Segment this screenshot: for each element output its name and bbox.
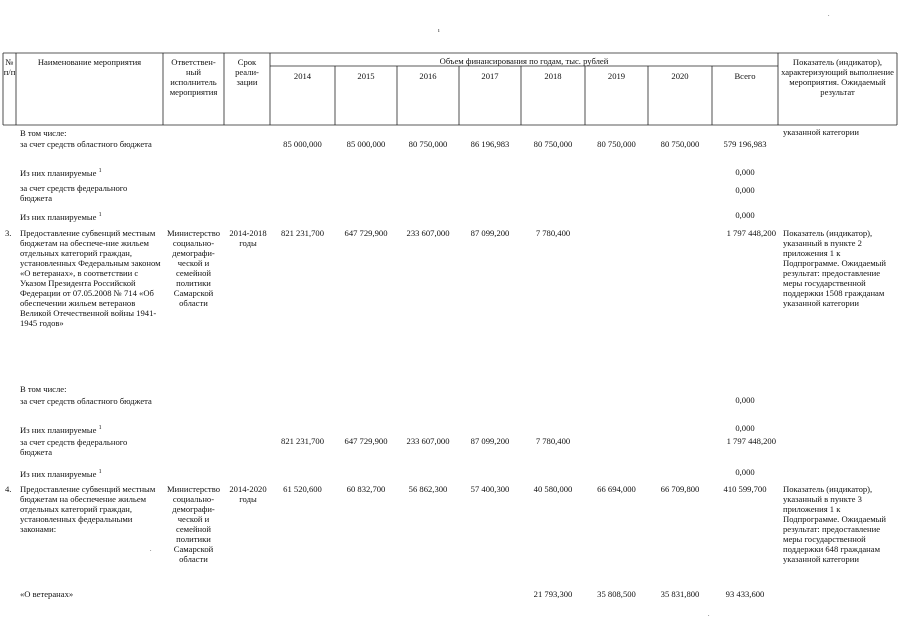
header-term: Срок реали-зации xyxy=(235,57,259,87)
measure-name: Предоставление субвенций местным бюджетам на обеспече-ние жильем отдельных категорий граждан, установленных Федеральным законом «О ветеранах», в соответствии с Указом Президента Российской Федерации от 07.05.2008 № 714 «Об обеспечении жильем ветеранов Великой Отечественной войны 1941-1945 годов» xyxy=(20,228,161,328)
cell-value: 647 729,900 xyxy=(344,436,388,446)
cell-value: 821 231,700 xyxy=(281,436,324,446)
federal-label: за счет средств федерального бюджета xyxy=(20,437,128,457)
indicator: Показатель (индикатор), указанный в пункте 2 приложения 1 к Подпрограмме. Ожидаемый результат: предоставление меры государственной поддержки 1508 гражданам указанной категории xyxy=(783,228,886,308)
cell-total: 0,000 xyxy=(735,423,755,433)
header-year: 2020 xyxy=(671,71,689,81)
cell-value: 56 862,300 xyxy=(408,484,448,494)
cell-value: 66 694,000 xyxy=(597,484,636,494)
plan-label: Из них планируемые $^1$ xyxy=(20,425,102,435)
cell-value: 66 709,800 xyxy=(660,484,700,494)
row-num: 4. xyxy=(5,484,12,494)
cell-value: 60 832,700 xyxy=(346,484,386,494)
scan-mark: ı xyxy=(438,28,440,34)
header-year: 2015 xyxy=(357,71,375,81)
scan-mark: . xyxy=(150,547,152,553)
header-year: 2017 xyxy=(481,71,499,81)
header-year: 2014 xyxy=(293,71,312,81)
header-funding: Объем финансирования по годам, тыс. рублей xyxy=(439,56,609,66)
cell-value: 87 099,200 xyxy=(470,436,510,446)
header-year: 2018 xyxy=(544,71,562,81)
cell-value: 80 750,000 xyxy=(660,139,700,149)
scan-mark: . xyxy=(828,12,830,18)
plan-label: Из них планируемые $^1$ xyxy=(20,212,102,222)
cell-value: 80 750,000 xyxy=(533,139,573,149)
header-year: 2019 xyxy=(607,71,626,81)
vtom-label: В том числе: xyxy=(20,384,67,394)
cell-value: 80 750,000 xyxy=(597,139,636,149)
header-responsible: Ответствен-ный исполнитель мероприятия xyxy=(169,57,218,97)
cell-total: 0,000 xyxy=(735,210,755,220)
cell-value: 821 231,700 xyxy=(281,228,324,238)
cell-value: 233 607,000 xyxy=(406,228,450,238)
cell-value: 7 780,400 xyxy=(535,436,571,446)
cell-value: 57 400,300 xyxy=(470,484,510,494)
cell-value: 87 099,200 xyxy=(470,228,510,238)
plan-label: Из них планируемые $^1$ xyxy=(20,168,102,178)
term: 2014-2020 годы xyxy=(229,484,267,504)
cell-total: 1 797 448,200 xyxy=(726,228,776,238)
header-num: № п/п xyxy=(3,57,16,77)
cell-value: 85 000,000 xyxy=(283,139,322,149)
cell-total: 0,000 xyxy=(735,467,755,477)
cell-value: 40 580,000 xyxy=(533,484,573,494)
responsible: Министерство социально-демографи-ческой и семейной политики Самарской области xyxy=(167,228,220,308)
oblast-label: за счет средств областного бюджета xyxy=(20,139,152,149)
cell-value: 7 780,400 xyxy=(535,228,571,238)
vtom-label: В том числе: xyxy=(20,128,67,138)
federal-label: за счет средств федерального бюджета xyxy=(20,183,128,203)
cell-total: 0,000 xyxy=(735,395,755,405)
header-name: Наименование мероприятия xyxy=(37,57,142,67)
cell-value: 233 607,000 xyxy=(406,436,450,446)
responsible: Министерство социально-демографи-ческой и семейной политики Самарской области xyxy=(167,484,220,564)
cell-value: 86 196,983 xyxy=(470,139,510,149)
cell-value: 647 729,900 xyxy=(344,228,388,238)
cell-total: 579 196,983 xyxy=(723,139,767,149)
cell-total: 0,000 xyxy=(735,167,755,177)
oblast-label: за счет средств областного бюджета xyxy=(20,396,152,406)
cell-total: 410 599,700 xyxy=(723,484,767,494)
cell-value: 35 808,500 xyxy=(597,589,636,599)
cell-total: 0,000 xyxy=(735,185,755,195)
indicator: Показатель (индикатор), указанный в пункте 3 приложения 1 к Подпрограмме. Ожидаемый результат: предоставление меры государственной поддержки 648 гражданам указанной категории xyxy=(783,484,886,564)
header-indicator: Показатель (индикатор), характеризующий выполнение мероприятия. Ожидаемый результат xyxy=(781,57,894,97)
cell-value: 85 000,000 xyxy=(346,139,386,149)
header-total: Всего xyxy=(734,71,756,81)
cell-total: 1 797 448,200 xyxy=(726,436,776,446)
cell-total: 93 433,600 xyxy=(725,589,765,599)
cell-value: 61 520,600 xyxy=(283,484,322,494)
row-num: 3. xyxy=(5,228,12,238)
plan-label: Из них планируемые $^1$ xyxy=(20,469,102,479)
scan-mark: . xyxy=(708,612,710,618)
indicator-tail: указанной категории xyxy=(783,127,859,137)
sub-measure-name: «О ветеранах» xyxy=(20,589,74,599)
cell-value: 35 831,800 xyxy=(660,589,700,599)
cell-value: 80 750,000 xyxy=(408,139,448,149)
term: 2014-2018 годы xyxy=(229,228,267,248)
measure-name: Предоставление субвенций местным бюджетам на обеспечение жильем отдельных категорий граждан, установленных федеральными законами: xyxy=(20,484,156,534)
header-year: 2016 xyxy=(419,71,437,81)
cell-value: 21 793,300 xyxy=(533,589,573,599)
